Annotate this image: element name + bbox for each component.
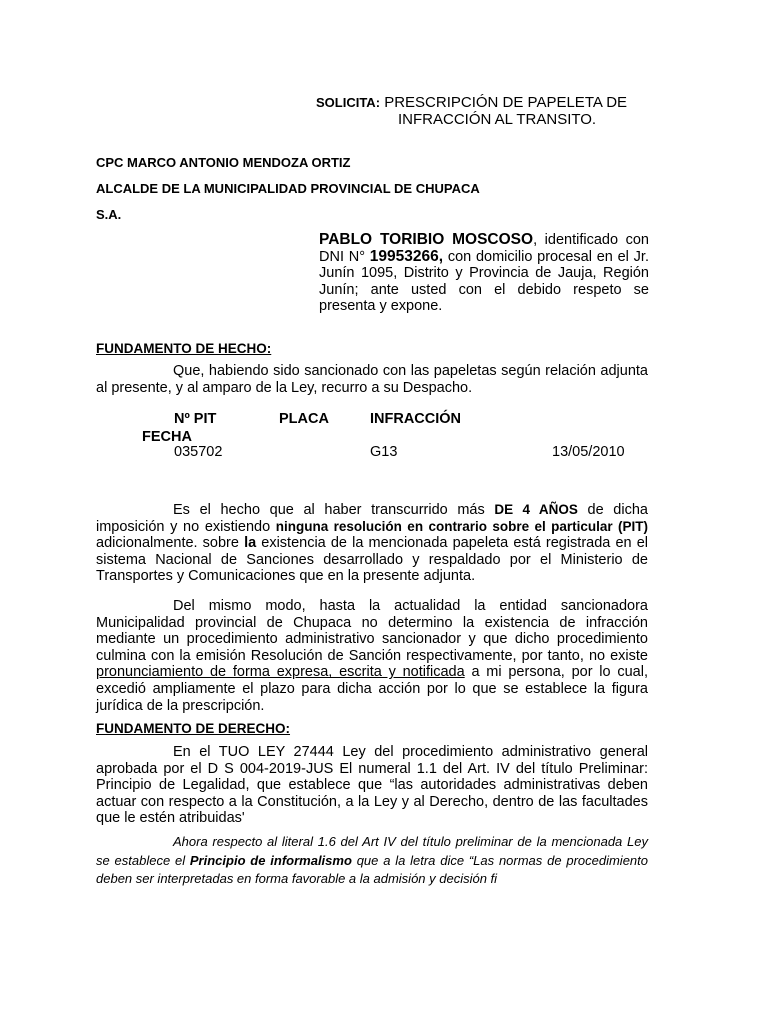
hecho-p2-bold-years: DE 4 AÑOS (494, 502, 578, 517)
hecho-paragraph-3 (96, 598, 648, 714)
table-header-pit: Nº PIT (174, 411, 217, 427)
derecho-p2-bold: Principio de informalismo (189, 852, 352, 868)
intro-text-1: , identificado con DNI N° (319, 232, 650, 265)
hecho-p2-bold-la: la (244, 535, 257, 552)
hecho-paragraph-1 (96, 363, 648, 396)
hecho-p3-text-a: Del mismo modo, hasta la actualidad la entidad sancionadora Municipalidad provincial de Chupaca no determino la existencia de infracción mediante un procedimiento administrativo sancionador y que dicho procedimiento culmina con la emisión Resolución de Sanción respectivamente, por tanto, no existe (96, 598, 648, 664)
petitioner-dni: 19953266, (369, 247, 444, 265)
table-cell-infraccion: G13 (370, 444, 398, 460)
table-header-fecha: FECHA (142, 429, 192, 445)
solicita-subject-1: PRESCRIPCIÓN DE PAPELETA DE (384, 94, 628, 111)
addressee-name: CPC MARCO ANTONIO MENDOZA ORTIZ (96, 155, 351, 170)
heading-fundamento-derecho: FUNDAMENTO DE DERECHO: (96, 721, 291, 736)
derecho-p1-text: En el TUO LEY 27444 Ley del procedimiento administrativo general aprobada por el D S 004-2019-JUS El numeral 1.1 del Art. IV del título Preliminar: Principio de Legalidad, que establece que “las autoridades administrativas deben actuar con respecto a la Constitución, a la Ley y al Derecho, dentro de las facultades que le estén atribuidas' (96, 744, 648, 827)
hecho-p1-text: Que, habiendo sido sancionado con las papeletas según relación adjunta al presente, y al amparo de la Ley, recurro a su Despacho. (96, 363, 648, 396)
table-cell-fecha: 13/05/2010 (552, 444, 625, 460)
hecho-p2-text-e: adicionalmente. sobre (96, 535, 245, 552)
intro-text-2: con domicilio procesal en el Jr. Junín 1095, Distrito y Provincia de Jauja, Región Junín; ante usted con el debido respeto se presenta y expone. (319, 248, 649, 315)
solicita-subject-2: INFRACCIÓN AL TRANSITO. (398, 111, 597, 128)
heading-fundamento-hecho: FUNDAMENTO DE HECHO: (96, 341, 272, 356)
hecho-p2-bold-resolution: ninguna resolución en contrario sobre el particular (PIT) (275, 518, 648, 534)
hecho-p2-text-a: Es el hecho que al haber transcurrido más (173, 502, 495, 518)
hecho-p2-text-c: de dicha imposición y no existiendo (96, 502, 648, 535)
derecho-p2-text-a: Ahora respecto al literal 1.6 del Art IV del título preliminar de la mencionada Ley se establece el (96, 834, 648, 868)
derecho-paragraph-2 (96, 833, 648, 889)
addressee-salutation: S.A. (96, 207, 122, 222)
solicita-block (316, 94, 656, 128)
hecho-p3-underlined: pronunciamiento de forma expresa, escrita y notificada (96, 664, 465, 681)
solicita-label: SOLICITA: (316, 95, 381, 110)
derecho-p2-text-c: que a la letra dice “Las normas de procedimiento deben ser interpretadas en forma favorable a la admisión y decisión fi (96, 852, 648, 886)
intro-paragraph (319, 232, 649, 315)
petitioner-name: PABLO TORIBIO MOSCOSO (319, 231, 534, 248)
hecho-p3-text-c: a mi persona, por lo cual, excedió ampliamente el plazo para dicha acción por lo que se establece la figura jurídica de la prescripción. (96, 664, 648, 714)
solicita-line-1 (316, 94, 656, 111)
hecho-paragraph-2 (96, 502, 648, 585)
table-header-placa: PLACA (279, 411, 329, 427)
hecho-p2-text-g: existencia de la mencionada papeleta está registrada en el sistema Nacional de Sanciones desarrollado y respaldado por el Ministerio de Transportes y Comunicaciones que en la presente adjunta. (96, 535, 648, 585)
addressee-title: ALCALDE DE LA MUNICIPALIDAD PROVINCIAL DE CHUPACA (96, 181, 480, 196)
table-cell-pit: 035702 (174, 444, 223, 460)
derecho-paragraph-1 (96, 744, 648, 827)
table-header-infraccion: INFRACCIÓN (370, 411, 462, 427)
